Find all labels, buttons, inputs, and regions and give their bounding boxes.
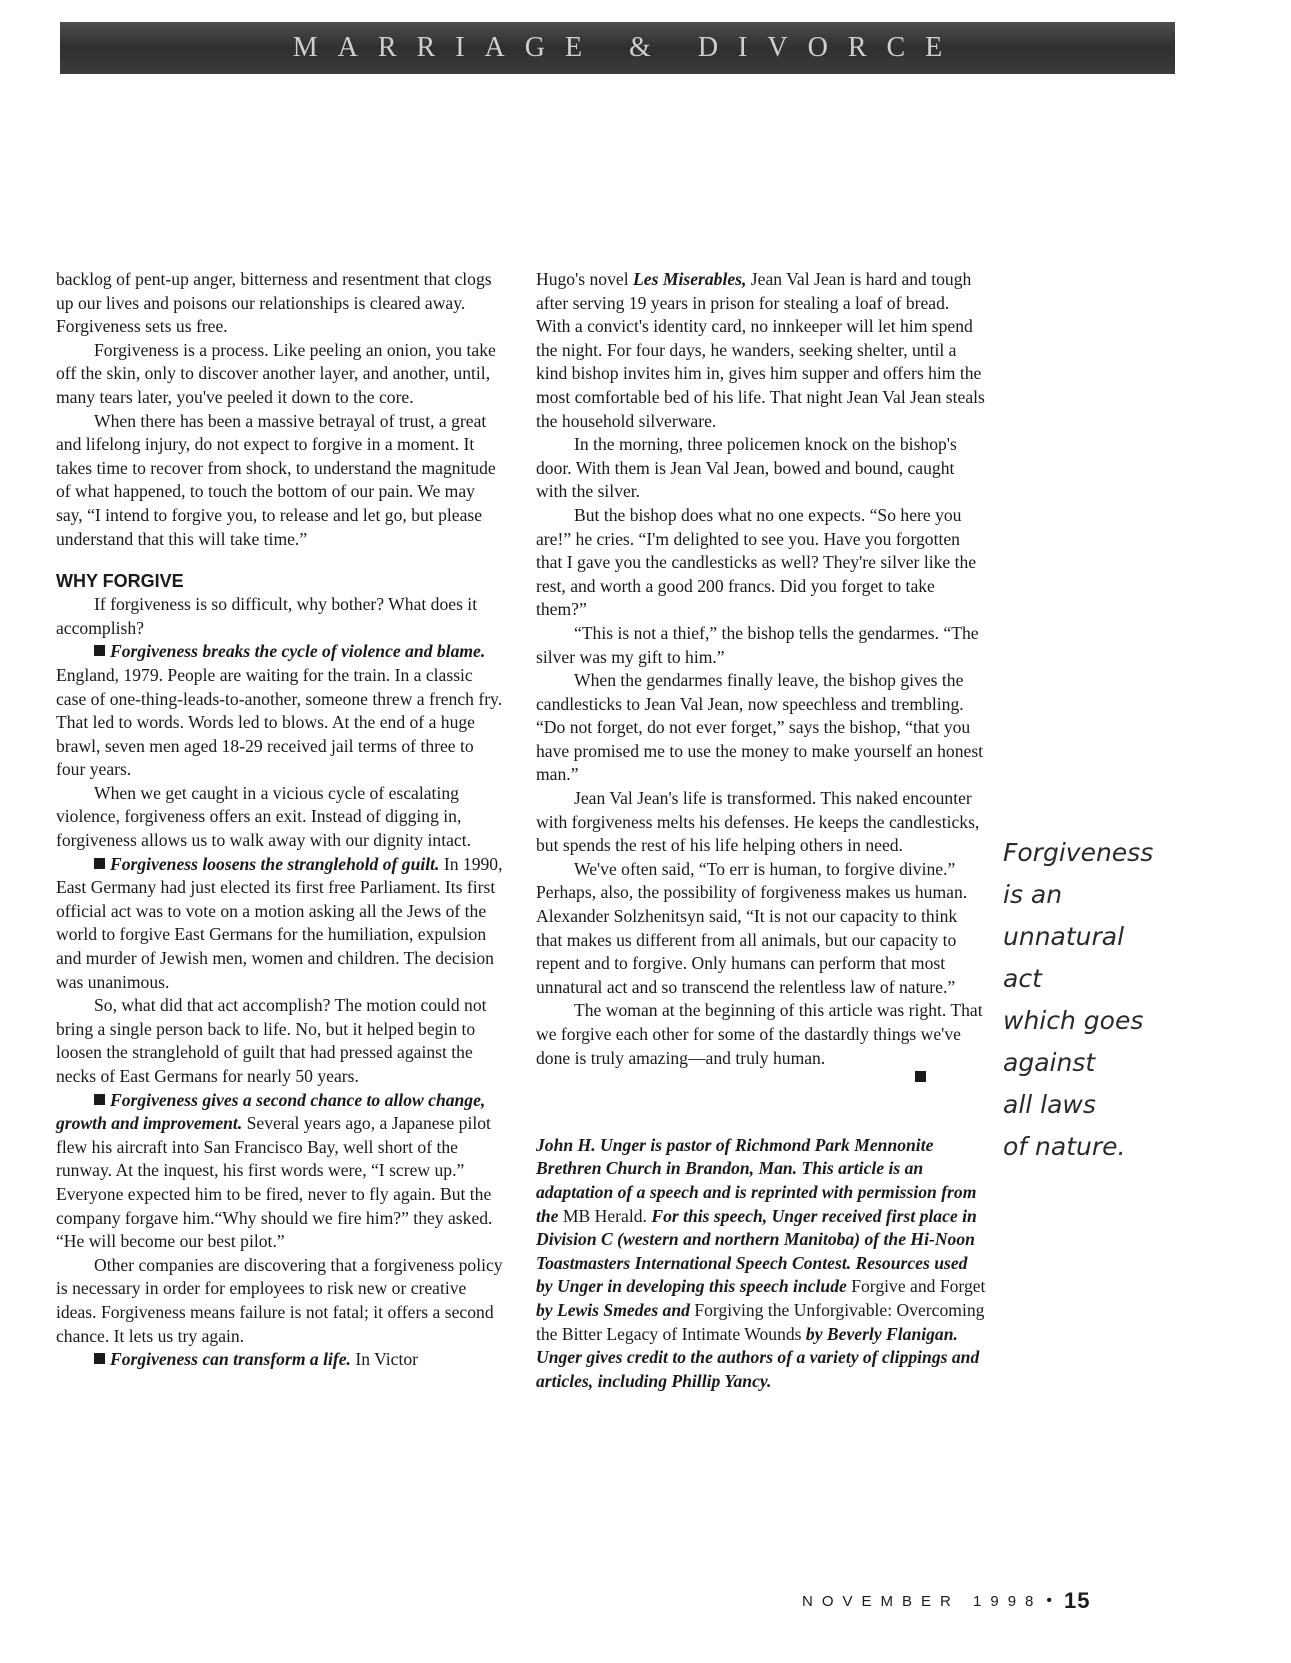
right-column bbox=[536, 268, 986, 1393]
page-number: 15 bbox=[1064, 1588, 1091, 1613]
paragraph: We've often said, “To err is human, to forgive divine.” Perhaps, also, the possibility of forgiveness makes us human. Alexander Solzhenitsyn said, “It is not our capacity to think that makes us different from all animals, but our capacity to repent and to forgive. Only humans can perform that most unnatural act and so transcend the relentless law of nature.” bbox=[536, 858, 968, 997]
paragraph: backlog of pent-up anger, bitterness and resentment that clogs up our lives and poisons our relationships is cleared away. Forgiveness sets us free. bbox=[56, 269, 492, 337]
paragraph bbox=[56, 640, 503, 782]
paragraph: When we get caught in a vicious cycle of escalating violence, forgiveness offers an exit. Instead of digging in, forgiveness allows us to walk away with our dignity intact. bbox=[56, 782, 472, 851]
footer-separator: • bbox=[1046, 1592, 1052, 1609]
paragraph: When the gendarmes finally leave, the bishop gives the candlesticks to Jean Val Jean, now speechless and trembling. “Do not forget, do not ever forget,” says the bishop, “that you have promised me to use the money to make yourself an honest man.” bbox=[536, 670, 984, 785]
point-text: England, 1979. People are waiting for the train. In a classic case of one-thing-leads-to-another, someone threw a french fry. That led to words. Words led to blows. At the end of a huge brawl, seven men aged 18-29 received jail terms of three to four years. bbox=[56, 664, 503, 780]
point-text: In Victor bbox=[355, 1349, 418, 1370]
paragraph: “This is not a thief,” the bishop tells the gendarmes. “The silver was my gift to him.” bbox=[536, 622, 979, 667]
paragraph bbox=[56, 1089, 503, 1254]
pull-quote-line: all laws bbox=[1003, 1090, 1096, 1119]
point-heading: Forgiveness gives a second chance to allow change, growth and improvement. bbox=[56, 1089, 486, 1134]
author-bio: John H. Unger is pastor of Richmond Park Mennonite Brethren Church in Brandon, Man. This article is an adaptation of a speech and is reprinted with permission from the MB Herald. For this speech, Unger received first place in Division C (western and northern Manitoba) of the Hi-Noon Toastmasters International Speech Contest. Resources used by Unger in developing this speech include Forgive and Forget by Lewis Smedes and Forgiving the Unforgivable: Overcoming the Bitter Legacy of Intimate Wounds by Beverly Flanigan. Unger gives credit to the authors of a variety of clippings and articles, including Phillip Yancy. bbox=[536, 1134, 986, 1391]
point-heading: Forgiveness breaks the cycle of violence and blame. bbox=[110, 641, 486, 662]
page-footer bbox=[802, 1588, 1090, 1614]
point-text: In 1990, East Germany had just elected its first free Parliament. Its first official act was to vote on a motion asking all the Jews of the world to forgive East Germans for the humiliation, expulsion and murder of Jewish men, women and children. The decision was unanimous. bbox=[56, 853, 503, 992]
pull-quote-line: against bbox=[1003, 1048, 1096, 1077]
paragraph: If forgiveness is so difficult, why bother? What does it accomplish? bbox=[56, 594, 478, 638]
end-square-icon bbox=[915, 1071, 926, 1082]
paragraph: Hugo's novel Les Miserables, Jean Val Jean is hard and tough after serving 19 years in prison for stealing a loaf of bread. With a convict's identity card, no innkeeper will let him spend the night. For four days, he wanders, seeking shelter, until a kind bishop invites him in, gives him supper and offers him the most comfortable bed of his life. That night Jean Val Jean steals the household silverware. bbox=[536, 269, 985, 431]
pull-quote-line: act bbox=[1003, 964, 1042, 993]
square-bullet-icon bbox=[94, 858, 105, 869]
paragraph: Other companies are discovering that a forgiveness policy is necessary in order for employees to risk new or creative ideas. Forgiveness means failure is not fatal; it offers a second chance. It lets us try again. bbox=[56, 1254, 503, 1346]
pull-quote-line: which goes bbox=[1003, 1006, 1144, 1035]
pull-quote-line: of nature. bbox=[1003, 1132, 1126, 1161]
square-bullet-icon bbox=[94, 1094, 105, 1105]
paragraph bbox=[56, 853, 503, 995]
paragraph: When there has been a massive betrayal of trust, a great and lifelong injury, do not expect to forgive in a moment. It takes time to recover from shock, to understand the magnitude of what happened, to touch the bottom of our pain. We may say, “I intend to forgive you, to release and let go, but please understand that this will take time.” bbox=[56, 410, 496, 549]
left-column bbox=[56, 268, 503, 1372]
section-title: MARRIAGE & DIVORCE bbox=[292, 32, 963, 63]
pull-quote-line: is an bbox=[1003, 880, 1063, 909]
point-text: Several years ago, a Japanese pilot flew his aircraft into San Francisco Bay, well short of the runway. At the inquest, his first words were, “I screw up.” Everyone expected him to be fired, never to fly again. But the company forgave him.“Why should we fire him?” they asked. “He will become our best pilot.” bbox=[56, 1113, 493, 1252]
paragraph: But the bishop does what no one expects. “So here you are!” he cries. “I'm delighted to see you. Have you forgotten that I gave you the candlesticks as well? They're silver like the rest, and worth a good 200 francs. Did you forget to take them?” bbox=[536, 504, 977, 620]
section-heading: WHY FORGIVE bbox=[56, 571, 184, 592]
square-bullet-icon bbox=[94, 1353, 105, 1364]
pull-quote bbox=[1003, 832, 1178, 1168]
point-heading: Forgiveness loosens the stranglehold of guilt. bbox=[110, 853, 440, 874]
paragraph: So, what did that act accomplish? The motion could not bring a single person back to life. No, but it helped begin to loosen the stranglehold of guilt that had pressed against the necks of East Germans for nearly 50 years. bbox=[56, 995, 487, 1086]
book-title: Les Miserables, bbox=[633, 269, 747, 289]
section-header-bar bbox=[60, 22, 1175, 74]
point-heading: Forgiveness can transform a life. bbox=[110, 1349, 351, 1370]
paragraph: Jean Val Jean's life is transformed. This naked encounter with forgiveness melts his defenses. He keeps the candlesticks, but spends the rest of his life helping others in need. bbox=[536, 788, 980, 856]
paragraph: In the morning, three policemen knock on the bishop's door. With them is Jean Val Jean, bowed and bound, caught with the silver. bbox=[536, 434, 957, 502]
pull-quote-line: unnatural bbox=[1003, 922, 1125, 951]
pull-quote-line: Forgiveness bbox=[1003, 838, 1154, 867]
paragraph: The woman at the beginning of this article was right. That we forgive each other for some of the dastardly things we've done is truly amazing—and truly human. bbox=[536, 1000, 983, 1068]
issue-date: NOVEMBER 1998 bbox=[802, 1592, 1043, 1610]
paragraph: Forgiveness is a process. Like peeling an onion, you take off the skin, only to discover another layer, and another, until, many tears later, you've peeled it down to the core. bbox=[56, 339, 496, 407]
paragraph bbox=[56, 1348, 503, 1372]
square-bullet-icon bbox=[94, 645, 105, 656]
